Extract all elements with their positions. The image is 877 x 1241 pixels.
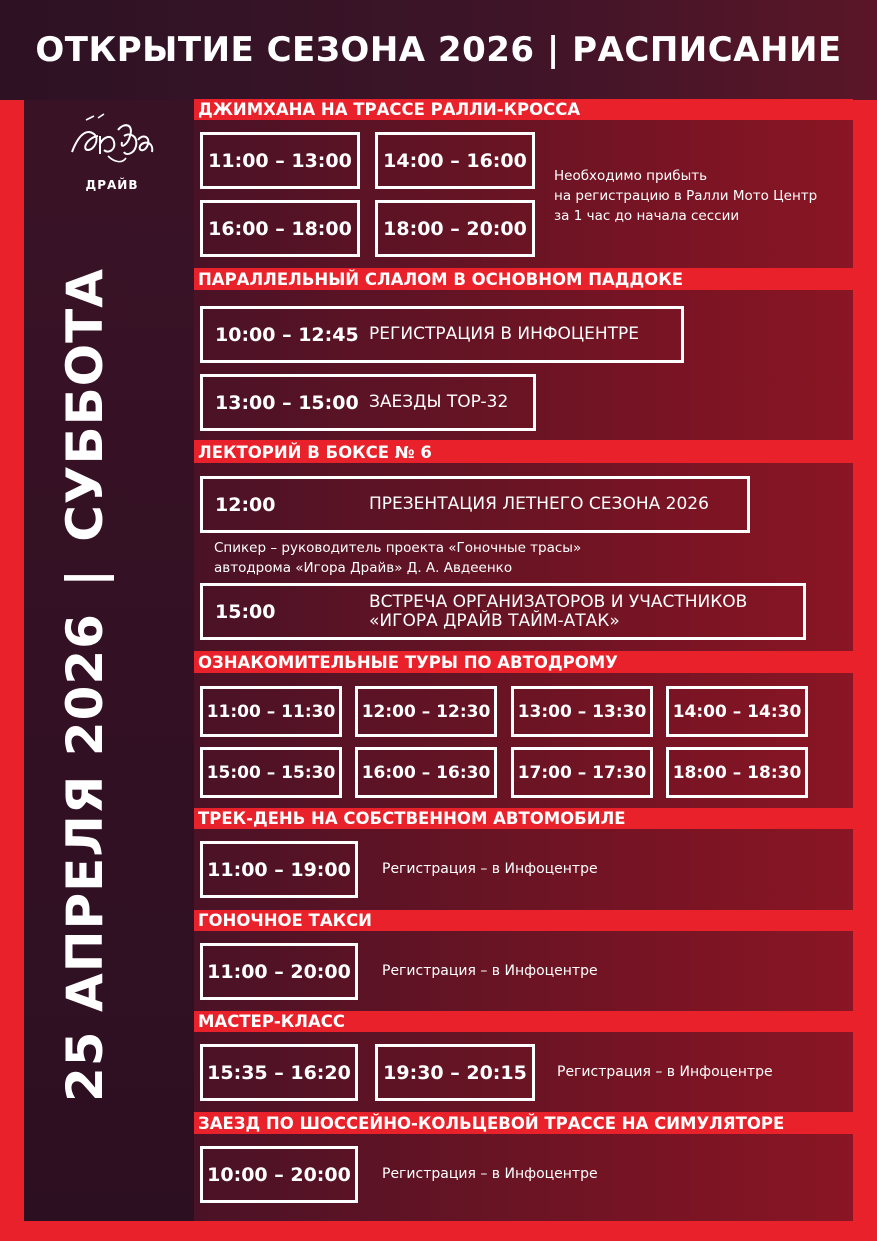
section-title: ЗАЕЗД ПО ШОССЕЙНО-КОЛЬЦЕВОЙ ТРАССЕ НА СИМУЛЯТОРЕ bbox=[194, 1113, 853, 1134]
logo bbox=[64, 106, 160, 196]
section-title: МАСТЕР-КЛАСС bbox=[194, 1011, 853, 1032]
tour-slot: 13:00 – 13:30 bbox=[511, 686, 653, 737]
section-title: ЛЕКТОРИЙ В БОКСЕ № 6 bbox=[194, 442, 853, 463]
section-gymkhana bbox=[194, 99, 853, 268]
logo-subtitle: ДРАЙВ bbox=[85, 178, 139, 192]
tour-slot: 14:00 – 14:30 bbox=[666, 686, 808, 737]
registration-note: Регистрация – в Инфоцентре bbox=[557, 1064, 773, 1080]
section-slalom bbox=[194, 269, 853, 440]
section-tours bbox=[194, 652, 853, 808]
section-title: ДЖИМХАНА НА ТРАССЕ РАЛЛИ-КРОССА bbox=[194, 99, 853, 120]
section-body bbox=[194, 931, 853, 1011]
lecture-speaker: Спикер – руководитель проекта «Гоночные трасы» автодрома «Игора Драйв» Д. А. Авдеенко bbox=[214, 540, 582, 576]
section-masterclass bbox=[194, 1011, 853, 1112]
section-title: ТРЕК-ДЕНЬ НА СОБСТВЕННОМ АВТОМОБИЛЕ bbox=[194, 808, 853, 829]
time-slot: 18:00 – 20:00 bbox=[375, 200, 535, 257]
section-body bbox=[194, 290, 853, 440]
tour-slot: 18:00 – 18:30 bbox=[666, 747, 808, 798]
section-title: ПАРАЛЛЕЛЬНЫЙ СЛАЛОМ В ОСНОВНОМ ПАДДОКЕ bbox=[194, 269, 853, 290]
section-body bbox=[194, 673, 853, 808]
registration-note: Регистрация – в Инфоцентре bbox=[382, 861, 598, 877]
gymkhana-note: Необходимо прибыть на регистрацию в Ралли Мото Центр за 1 час до начала сессии bbox=[554, 168, 818, 224]
slalom-top32: 13:00 – 15:00 ЗАЕЗДЫ TOP-32 bbox=[200, 374, 536, 431]
section-title: ГОНОЧНОЕ ТАКСИ bbox=[194, 910, 853, 931]
time-slot: 10:00 – 20:00 bbox=[200, 1146, 358, 1203]
section-body bbox=[194, 120, 853, 268]
event-date-vertical bbox=[56, 268, 114, 1102]
section-body bbox=[194, 1134, 853, 1221]
event-weekday: СУББОТА bbox=[56, 268, 114, 542]
time-slot: 19:30 – 20:15 bbox=[375, 1044, 535, 1101]
event-date: 25 АПРЕЛЯ 2026 bbox=[56, 613, 114, 1102]
slalom-registration: 10:00 – 12:45 РЕГИСТРАЦИЯ В ИНФОЦЕНТРЕ bbox=[200, 306, 684, 363]
tour-slot: 12:00 – 12:30 bbox=[355, 686, 497, 737]
header-bar bbox=[0, 0, 877, 100]
section-taxi bbox=[194, 910, 853, 1011]
tour-slot: 16:00 – 16:30 bbox=[355, 747, 497, 798]
section-body bbox=[194, 463, 853, 651]
registration-note: Регистрация – в Инфоцентре bbox=[382, 1166, 598, 1182]
tour-slot: 15:00 – 15:30 bbox=[200, 747, 342, 798]
section-simulator bbox=[194, 1113, 853, 1221]
time-slot: 11:00 – 20:00 bbox=[200, 943, 358, 1000]
time-slot: 14:00 – 16:00 bbox=[375, 132, 535, 189]
lecture-meeting: 15:00 ВСТРЕЧА ОРГАНИЗАТОРОВ И УЧАСТНИКОВ «ИГОРА ДРАЙВ ТАЙМ-АТАК» bbox=[200, 583, 806, 640]
section-lecture bbox=[194, 442, 853, 651]
section-body bbox=[194, 1032, 853, 1112]
time-slot: 15:35 – 16:20 bbox=[200, 1044, 358, 1101]
lecture-presentation: 12:00 ПРЕЗЕНТАЦИЯ ЛЕТНЕГО СЕЗОНА 2026 bbox=[200, 476, 750, 533]
tour-slot: 11:00 – 11:30 bbox=[200, 686, 342, 737]
section-trackday bbox=[194, 808, 853, 910]
time-slot: 11:00 – 13:00 bbox=[200, 132, 360, 189]
time-slot: 11:00 – 19:00 bbox=[200, 841, 358, 898]
date-separator: | bbox=[56, 567, 114, 588]
section-body bbox=[194, 829, 853, 910]
registration-note: Регистрация – в Инфоцентре bbox=[382, 963, 598, 979]
tour-slot: 17:00 – 17:30 bbox=[511, 747, 653, 798]
logo-script-icon bbox=[64, 106, 160, 176]
time-slot: 16:00 – 18:00 bbox=[200, 200, 360, 257]
page-title: ОТКРЫТИЕ СЕЗОНА 2026 | РАСПИСАНИЕ bbox=[35, 30, 842, 70]
section-title: ОЗНАКОМИТЕЛЬНЫЕ ТУРЫ ПО АВТОДРОМУ bbox=[194, 652, 853, 673]
